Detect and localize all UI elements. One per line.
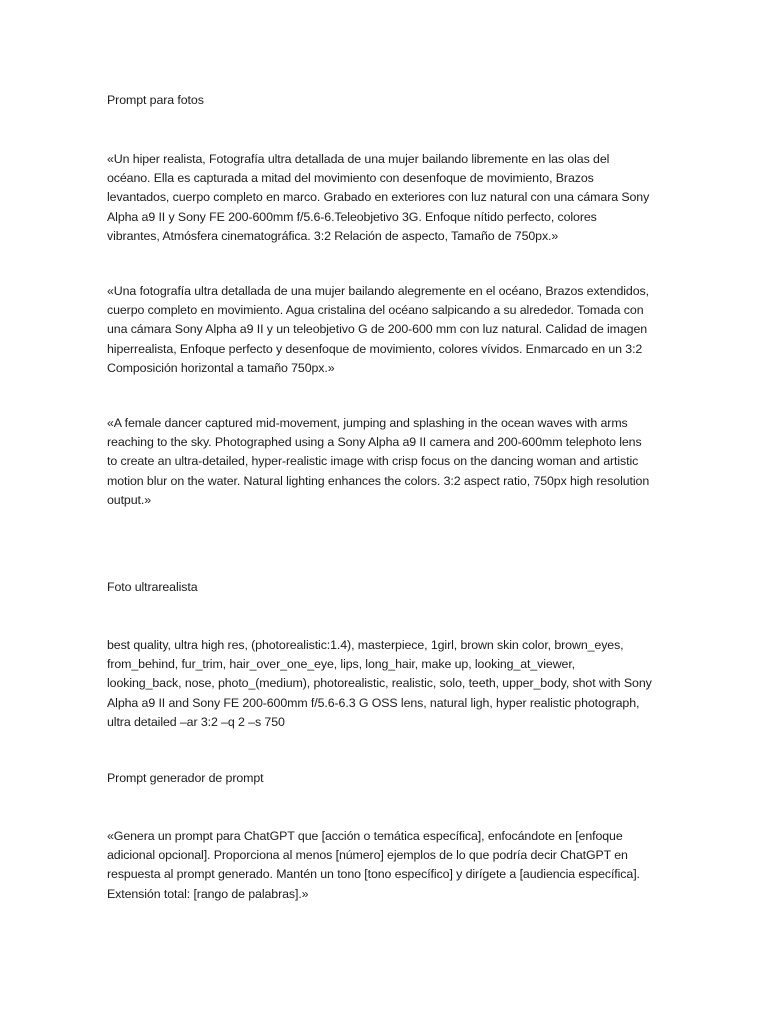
paragraph-prompt-4: best quality, ultra high res, (photorealistic:1.4), masterpiece, 1girl, brown skin color, brown_eyes, from_behind, fur_trim, hair_over_one_eye, lips, long_hair, make up, looking_at_viewer, looking_back, nose, photo_(medium), photorealistic, realistic, solo, teeth, upper_body, shot with Sony Alpha a9 II and Sony FE 200-600mm f/5.6-6.3 G OSS lens, natural ligh, hyper realistic photograph, ultra detailed –ar 3:2 –q 2 –s 750 <box>107 638 652 729</box>
heading-prompt-generador: Prompt generador de prompt <box>107 771 264 785</box>
paragraph-prompt-5: «Genera un prompt para ChatGPT que [acción o temática específica], enfocándote en [enfoque adicional opcional]. Proporciona al menos [número] ejemplos de lo que podría decir ChatGPT en respuesta al prompt generado. Mantén un tono [tono específico] y dirígete a [audiencia específica]. Extensión total: [rango de palabras].» <box>107 829 640 901</box>
paragraph-prompt-2: «Una fotografía ultra detallada de una mujer bailando alegremente en el océano, Brazos extendidos, cuerpo completo en movimiento. Agua cristalina del océano salpicando a su alrededor. Tomada con una cámara Sony Alpha a9 II y un teleobjetivo G de 200-600 mm con luz natural. Calidad de imagen hiperrealista, Enfoque perfecto y desenfoque de movimiento, colores vívidos. Enmarcado en un 3:2 Composición horizontal a tamaño 750px.» <box>107 284 649 375</box>
paragraph-prompt-1: «Un hiper realista, Fotografía ultra detallada de una mujer bailando libremente en las olas del océano. Ella es capturada a mitad del movimiento con desenfoque de movimiento, Brazos levantados, cuerpo completo en marco. Grabado en exteriores con luz natural con una cámara Sony Alpha a9 II y Sony FE 200-600mm f/5.6-6.Teleobjetivo 3G. Enfoque nítido perfecto, colores vibrantes, Atmósfera cinematográfica. 3:2 Relación de aspecto, Tamaño de 750px.» <box>107 152 650 243</box>
heading-foto-ultrarealista: Foto ultrarealista <box>107 580 198 594</box>
paragraph-prompt-3: «A female dancer captured mid-movement, jumping and splashing in the ocean waves with arms reaching to the sky. Photographed using a Sony Alpha a9 II camera and 200-600mm telephoto lens to create an ultra-detailed, hyper-realistic image with crisp focus on the dancing woman and artistic motion blur on the water. Natural lighting enhances the colors. 3:2 aspect ratio, 750px high resolution output.» <box>107 416 650 507</box>
heading-prompt-para-fotos: Prompt para fotos <box>107 93 204 107</box>
